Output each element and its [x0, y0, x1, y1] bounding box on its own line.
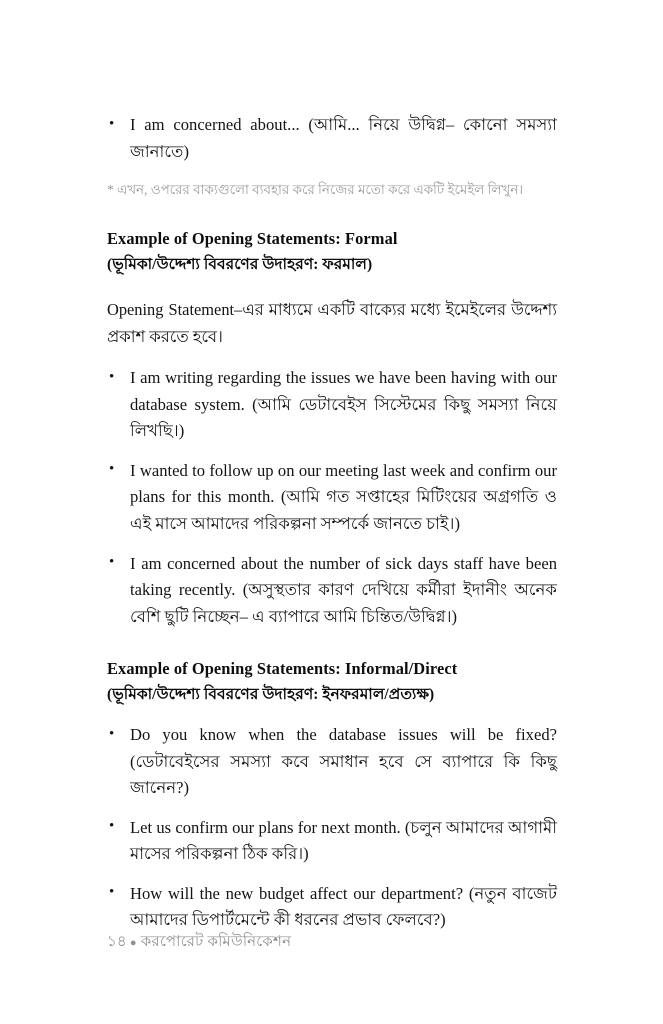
- page-footer: [107, 930, 291, 955]
- formal-intro-paragraph: Opening Statement–এর মাধ্যমে একটি বাক্যের মধ্যে ইমেইলের উদ্দেশ্য প্রকাশ করতে হবে।: [107, 300, 557, 346]
- page-content: [107, 112, 557, 934]
- footer-dot-icon: ●: [129, 936, 137, 949]
- footer-book-title: করপোরেট কমিউনিকেশন: [140, 934, 292, 950]
- formal-bullet-list: [107, 365, 557, 630]
- list-item: • I am concerned about... (আমি... নিয়ে উদ্বিগ্ন– কোনো সমস্যা জানাতে): [107, 112, 557, 165]
- section-heading-informal-bn: (ভূমিকা/উদ্দেশ্য বিবরণের উদাহরণ: ইনফরমাল/প্রত্যক্ষ): [107, 686, 435, 704]
- list-item: • I am writing regarding the issues we have been having with our database system. (আমি ডেটাবেইস সিস্টেমের কিছু সমস্যা নিয়ে লিখছি।): [107, 365, 557, 445]
- list-item: • How will the new budget affect our department? (নতুন বাজেট আমাদের ডিপার্টমেন্টে কী ধরনের প্রভাব ফেলবে?): [107, 881, 557, 934]
- section-heading-formal-bn: (ভূমিকা/উদ্দেশ্য বিবরণের উদাহরণ: ফরমাল): [107, 256, 373, 274]
- section-heading-informal: [107, 657, 557, 707]
- informal-bullet-list: [107, 722, 557, 934]
- section-heading-formal-en: Example of Opening Statements: Formal: [107, 229, 398, 249]
- continued-bullet-list: [107, 112, 557, 165]
- section-heading-formal: [107, 227, 557, 277]
- section-heading-informal-en: Example of Opening Statements: Informal/Direct: [107, 659, 458, 679]
- instruction-note: * এখন, ওপরের বাক্যগুলো ব্যবহার করে নিজের মতো করে একটি ইমেইল লিখুন।: [107, 182, 523, 198]
- list-item: • I am concerned about the number of sick days staff have been taking recently. (অসুস্থতার কারণ দেখিয়ে কর্মীরা ইদানীং অনেক বেশি ছুটি নিচ্ছেন– এ ব্যাপারে আমি চিন্তিত/উদ্বিগ্ন।): [107, 551, 557, 631]
- list-item: • I wanted to follow up on our meeting last week and confirm our plans for this month. (আমি গত সপ্তাহের মিটিংয়ের অগ্রগতি ও এই মাসে আমাদের পরিকল্পনা সম্পর্কে জানতে চাই।): [107, 458, 557, 538]
- page-number: ১৪: [107, 934, 127, 950]
- list-item: • Do you know when the database issues will be fixed? (ডেটাবেইসের সমস্যা কবে সমাধান হবে সে ব্যাপারে কি কিছু জানেন?): [107, 722, 557, 802]
- list-item: • Let us confirm our plans for next month. (চলুন আমাদের আগামী মাসের পরিকল্পনা ঠিক করি।): [107, 815, 557, 868]
